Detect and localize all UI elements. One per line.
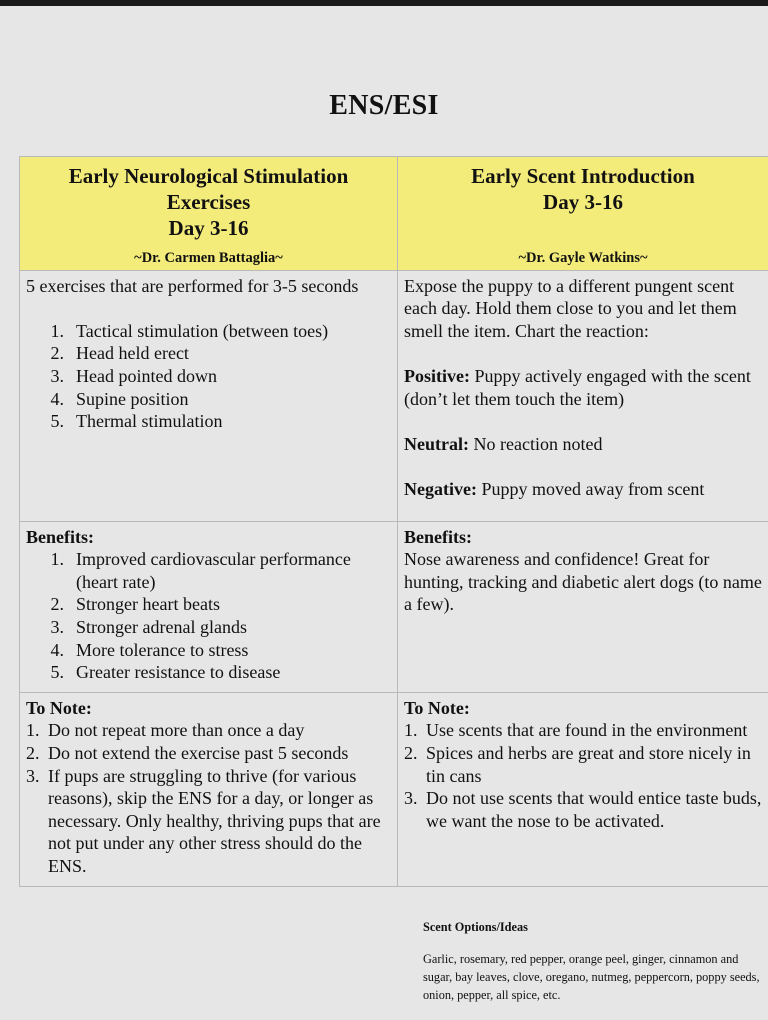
ens-notes-list bbox=[26, 719, 391, 877]
list-text: Do not extend the exercise past 5 seconds bbox=[48, 742, 349, 763]
header-row bbox=[20, 157, 768, 271]
ens-note-label: To Note: bbox=[26, 697, 92, 718]
list-item bbox=[26, 388, 391, 411]
esi-positive: Positive: Puppy actively engaged with the scent (don’t let them touch the item) bbox=[404, 365, 751, 409]
ens-benefits-list bbox=[26, 548, 391, 684]
esi-header-title: Early Scent Introduction Day 3-16 bbox=[471, 164, 695, 214]
list-text: Thermal stimulation bbox=[76, 411, 223, 432]
ens-header-cell bbox=[20, 157, 398, 271]
ens-benefits-label: Benefits: bbox=[26, 526, 94, 547]
esi-author: ~Dr. Gayle Watkins~ bbox=[518, 250, 648, 266]
list-item bbox=[26, 365, 391, 388]
list-number: 5. bbox=[50, 662, 64, 683]
ens-author: ~Dr. Carmen Battaglia~ bbox=[134, 250, 283, 266]
list-text: Greater resistance to disease bbox=[76, 662, 281, 683]
ens-exercises-cell bbox=[20, 270, 398, 521]
list-number: 2. bbox=[404, 742, 418, 763]
scent-options-text: Garlic, rosemary, red pepper, orange peel, ginger, cinnamon and sugar, bay leaves, clove, oregano, nutmeg, peppercorn, poppy seeds, onion, pepper, all spice, etc. bbox=[423, 952, 760, 1002]
list-number: 1. bbox=[404, 720, 418, 741]
esi-benefits-cell bbox=[398, 521, 768, 692]
ens-header-title: Early Neurological Stimulation Exercises Day 3-16 bbox=[68, 164, 349, 240]
list-number: 1. bbox=[50, 549, 64, 570]
list-number: 2. bbox=[50, 594, 64, 615]
list-item bbox=[26, 616, 391, 639]
esi-benefits-label: Benefits: bbox=[404, 526, 472, 547]
ens-esi-table bbox=[19, 156, 768, 887]
list-item bbox=[26, 342, 391, 365]
list-number: 3. bbox=[404, 788, 418, 809]
exercises-row bbox=[20, 270, 768, 521]
list-text: Improved cardiovascular performance (heart rate) bbox=[76, 549, 351, 592]
ens-benefits-cell bbox=[20, 521, 398, 692]
list-text: Spices and herbs are great and store nicely in tin cans bbox=[426, 742, 751, 786]
top-bar bbox=[0, 0, 768, 6]
list-item bbox=[404, 719, 762, 742]
list-item bbox=[26, 742, 391, 765]
notes-row bbox=[20, 692, 768, 886]
list-item bbox=[26, 593, 391, 616]
esi-header-cell bbox=[398, 157, 768, 271]
page-title: ENS/ESI bbox=[329, 90, 439, 121]
esi-neutral: Neutral: No reaction noted bbox=[404, 433, 603, 454]
list-number: 3. bbox=[50, 365, 64, 386]
list-text: Stronger heart beats bbox=[76, 594, 220, 615]
list-number: 3. bbox=[50, 616, 64, 637]
list-number: 4. bbox=[50, 388, 64, 409]
list-text: Stronger adrenal glands bbox=[76, 616, 247, 637]
list-text: More tolerance to stress bbox=[76, 639, 249, 660]
list-item bbox=[26, 661, 391, 684]
list-number: 2. bbox=[50, 343, 64, 364]
list-item bbox=[26, 320, 391, 343]
scent-options bbox=[423, 918, 768, 1004]
list-item bbox=[26, 719, 391, 742]
benefits-row bbox=[20, 521, 768, 692]
esi-intro: Expose the puppy to a different pungent scent each day. Hold them close to you and let them smell the item. Chart the reaction: bbox=[404, 275, 737, 341]
list-text: Do not use scents that would entice taste buds, we want the nose to be activated. bbox=[426, 788, 762, 831]
list-number: 5. bbox=[50, 411, 64, 432]
ens-intro: 5 exercises that are performed for 3-5 seconds bbox=[26, 275, 359, 296]
esi-note-label: To Note: bbox=[404, 697, 470, 718]
esi-reaction-cell bbox=[398, 270, 768, 521]
list-text: Head held erect bbox=[76, 343, 189, 364]
list-item bbox=[404, 742, 762, 787]
list-number: 4. bbox=[50, 639, 64, 660]
list-number: 1. bbox=[50, 320, 64, 341]
esi-benefits-text: Nose awareness and confidence! Great for hunting, tracking and diabetic alert dogs (to name a few). bbox=[404, 549, 762, 615]
esi-notes-list bbox=[404, 719, 762, 832]
scent-options-heading: Scent Options/Ideas bbox=[423, 920, 528, 934]
list-number: 1. bbox=[26, 720, 40, 741]
list-text: Head pointed down bbox=[76, 365, 217, 386]
list-item bbox=[26, 410, 391, 433]
list-item bbox=[26, 548, 391, 593]
ens-notes-cell bbox=[20, 692, 398, 886]
list-number: 3. bbox=[26, 765, 40, 786]
list-item bbox=[26, 765, 391, 878]
esi-negative: Negative: Puppy moved away from scent bbox=[404, 478, 705, 499]
ens-exercise-list bbox=[26, 320, 391, 433]
esi-notes-cell bbox=[398, 692, 768, 886]
list-text: Use scents that are found in the environment bbox=[426, 720, 748, 741]
list-item bbox=[404, 787, 762, 832]
list-text: If pups are struggling to thrive (for various reasons), skip the ENS for a day, or longer as necessary. Only healthy, thriving pups that are not put under any other stress should do the ENS. bbox=[48, 765, 381, 876]
list-item bbox=[26, 639, 391, 662]
list-text: Tactical stimulation (between toes) bbox=[76, 320, 329, 341]
list-number: 2. bbox=[26, 742, 40, 763]
list-text: Supine position bbox=[76, 388, 189, 409]
list-text: Do not repeat more than once a day bbox=[48, 720, 305, 741]
